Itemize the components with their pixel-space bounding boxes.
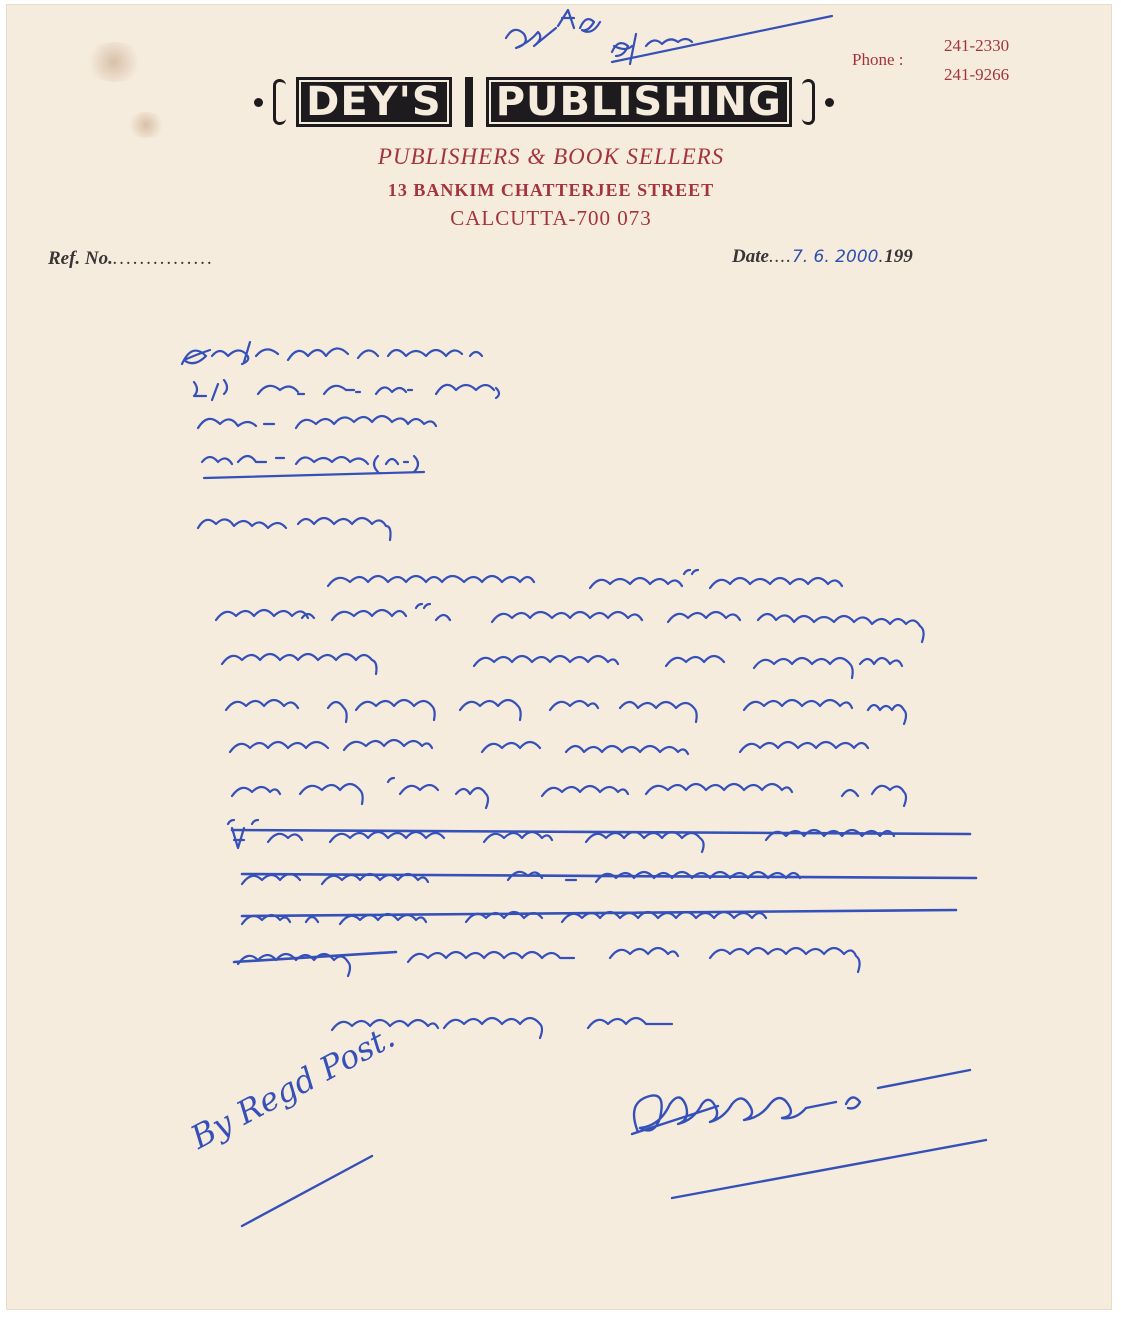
body-line-5-scribble — [230, 740, 868, 754]
regd-post-underline — [242, 1156, 372, 1226]
date-label: Date — [732, 246, 769, 267]
replacement-phrase-scribble — [408, 948, 860, 972]
street-address: 13 BANKIM CHATTERJEE STREET — [387, 180, 715, 200]
city-address: CALCUTTA-700 073 — [450, 206, 652, 230]
phone-label: Phone : — [852, 50, 904, 69]
body-line-4-scribble — [226, 700, 906, 724]
receipt-note-scribble — [506, 10, 832, 64]
closing-line-scribble — [332, 1018, 672, 1038]
body-line-1-scribble — [328, 570, 842, 588]
dotted-leader: .... — [768, 246, 792, 267]
phone-number-2: 241-9266 — [944, 65, 1010, 84]
salutation-scribble — [198, 518, 391, 540]
logo-word-publishing: PUBLISHING — [486, 77, 792, 127]
address-scribble — [182, 342, 499, 478]
dotted-leader: . — [878, 246, 885, 267]
date-value: 7. 6. 2000 — [791, 247, 879, 267]
signature-underline — [672, 1140, 986, 1198]
phone-number-1: 241-2330 — [944, 36, 1010, 55]
year-suffix: 199 — [884, 246, 913, 267]
dotted-leader: ............... — [112, 248, 215, 269]
struck-out-passage — [228, 820, 976, 976]
letter-sheet — [6, 4, 1112, 1310]
logo-word-deys: DEY'S — [296, 77, 452, 127]
body-line-6-scribble — [232, 778, 906, 808]
body-line-3-scribble — [222, 654, 902, 678]
tagline: PUBLISHERS & BOOK SELLERS — [377, 144, 725, 169]
signature-scribble — [632, 1070, 970, 1134]
regd-post-note: By Regd Post. — [184, 1017, 401, 1157]
body-line-2-scribble — [216, 604, 924, 642]
ref-label: Ref. No. — [48, 248, 113, 269]
handwritten-ink-layer — [6, 4, 1112, 1310]
